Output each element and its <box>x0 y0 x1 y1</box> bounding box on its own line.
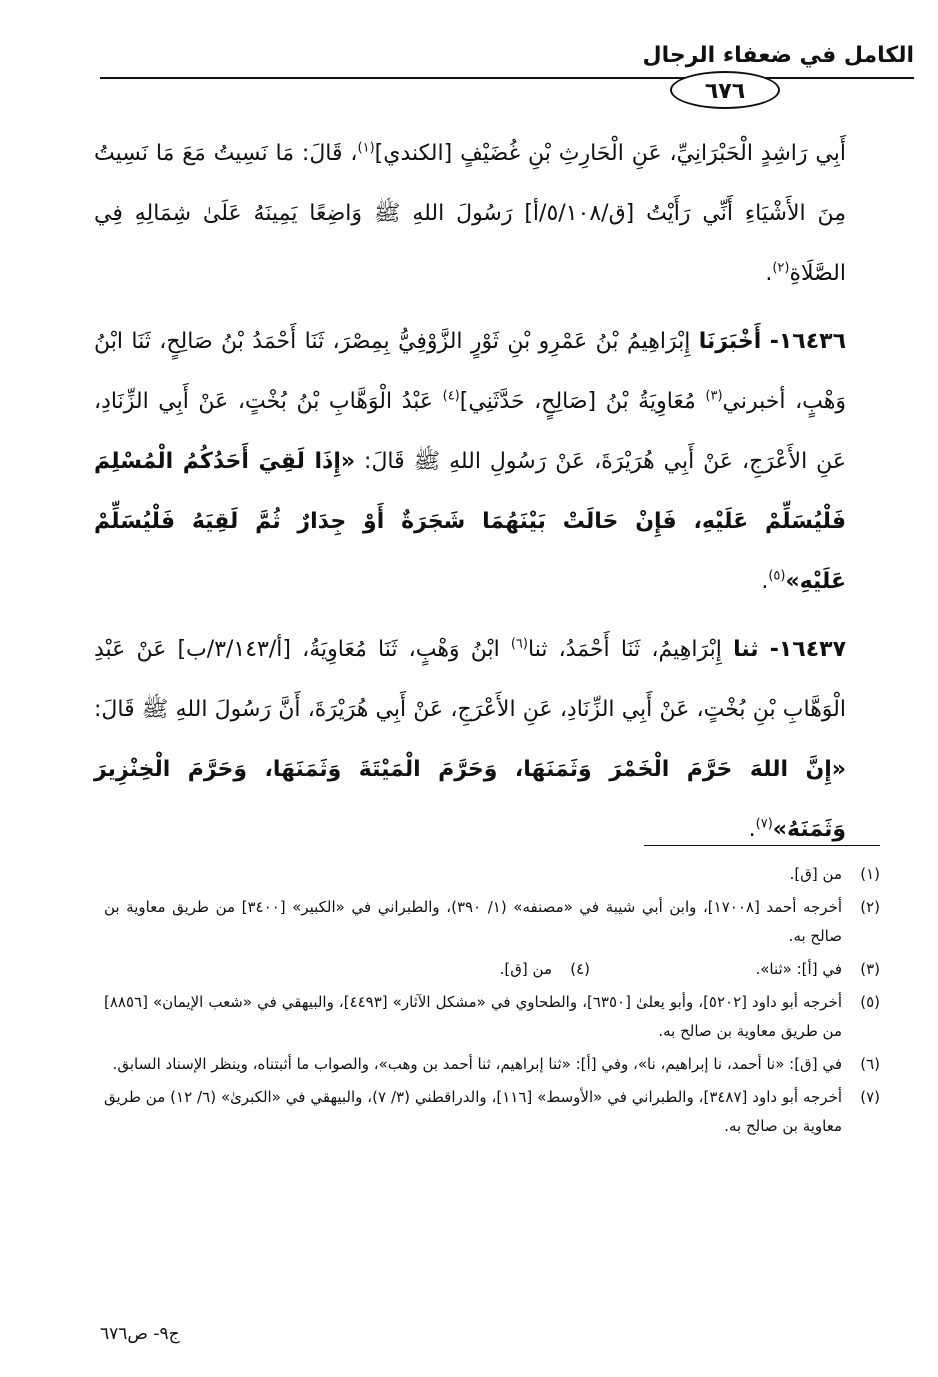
text-segment: . <box>761 569 769 594</box>
footnote-item <box>104 893 880 951</box>
hadith-lead: أَخْبَرَنَا <box>698 329 762 354</box>
footnote-number: (٢) <box>860 898 880 916</box>
text-segment: أَبِي رَاشِدٍ الْحَبْرَانِيِّ، عَنِ الْحَارِثِ بْنِ غُضَيْفٍ [الكندي] <box>374 141 847 166</box>
text-segment: عَبْدُ الْوَهَّابِ بْنُ بُخْتٍ، عَنْ أَبِي الزِّنَادِ، عَنِ الأَعْرَجِ، عَنْ أَبِي هُرَيْرَةَ، عَنْ رَسُولِ اللهِ ﷺ قَالَ: <box>94 389 847 474</box>
text-segment: إِبْرَاهِيمُ بْنُ عَمْرِو بْنِ ثَوْرٍ الزَّوْفِيُّ بِمِصْرَ، ثَنَا أَحْمَدُ بْنُ صَالِحٍ، ثَنَا ابْنُ وَهْبٍ، أخبرني <box>94 329 847 414</box>
volume-page-footer: ج٩- ص٦٧٦ <box>100 1324 180 1344</box>
footnote-ref: (٣) <box>705 388 723 404</box>
footnote-number: (٧) <box>860 1088 880 1106</box>
hadith-16436 <box>94 312 846 612</box>
hadith-number: ١٦٤٣٦- <box>769 329 846 354</box>
paragraph-continuation <box>94 124 846 304</box>
footnote-item <box>104 860 880 889</box>
text-segment: . <box>765 261 773 286</box>
text-segment: . <box>748 817 756 842</box>
header-rule <box>100 77 914 79</box>
footnote-ref: (١) <box>357 140 375 156</box>
hadith-lead: ثنا <box>733 637 759 662</box>
footnote-number: (٦) <box>860 1055 880 1073</box>
hadith-16437 <box>94 620 846 860</box>
hadith-number: ١٦٤٣٧- <box>769 637 847 662</box>
hadith-matn: «إِنَّ اللهَ حَرَّمَ الْخَمْرَ وَثَمَنَهَا، وَحَرَّمَ الْمَيْتَةَ وَثَمَنَهَا، وَحَرَّمَ الْخِنْزِيرَ وَثَمَنَهُ» <box>94 757 846 842</box>
footnote-pair <box>104 955 880 984</box>
main-text <box>94 124 846 868</box>
footnote-text: في [ق]: «نا أحمد، نا إبراهيم، نا»، وفي [أ]: «ثنا إبراهيم، ثنا أحمد بن وهب»، والصواب ما أثبتناه، وينظر الإسناد السابق. <box>112 1055 842 1073</box>
page-number: ٦٧٦ <box>670 71 780 109</box>
footnote-ref: (٥) <box>768 568 786 584</box>
footnotes <box>104 860 880 1145</box>
footnote-ref: (٧) <box>755 816 773 832</box>
page-header <box>100 38 914 104</box>
text-segment: ، قَالَ: مَا نَسِيتُ مَعَ مَا نَسِيتُ مِنَ الأَشْيَاءِ أَنِّي رَأَيْتُ [ق/٥/١٠٨/أ] رَسُولَ اللهِ ﷺ وَاضِعًا يَمِينَهُ عَلَىٰ شِمَالِهِ فِي الصَّلَاةِ <box>94 141 847 286</box>
footnote-item <box>590 955 880 984</box>
footnote-ref: (٢) <box>772 260 790 276</box>
footnote-text: في [أ]: «ثنا». <box>755 960 842 978</box>
hadith-matn: «إِذَا لَقِيَ أَحَدُكُمُ الْمُسْلِمَ فَلْيُسَلِّمْ عَلَيْهِ، فَإِنْ حَالَتْ بَيْنَهُمَا شَجَرَةٌ أَوْ جِدَارٌ ثُمَّ لَقِيَهُ فَلْيُسَلِّمْ عَلَيْهِ» <box>94 449 846 594</box>
footnote-item <box>104 1050 880 1079</box>
text-segment: إِبْرَاهِيمُ، ثَنَا أَحْمَدُ، ثنا <box>527 637 722 662</box>
footnote-text: من [ق]. <box>499 960 552 978</box>
text-segment: ابْنُ وَهْبٍ، ثَنَا مُعَاوِيَةُ، [أ/٣/١٤٣/ب] عَنْ عَبْدِ الْوَهَّابِ بْنِ بُخْتٍ، عَنْ أَبِي الزِّنَادِ، عَنِ الأَعْرَجِ، عَنْ أَبِي هُرَيْرَةَ، أَنَّ رَسُولَ اللهِ ﷺ قَالَ: <box>94 637 846 722</box>
text-segment: مُعَاوِيَةُ بْنُ [صَالِحٍ، حَدَّثَنِي] <box>459 389 696 414</box>
footnote-number: (٣) <box>860 960 880 978</box>
footnote-ref: (٦) <box>510 636 528 652</box>
footnote-divider <box>644 845 880 846</box>
footnote-text: أخرجه أحمد [١٧٠٠٨]، وابن أبي شيبة في «مصنفه» (١/ ٣٩٠)، والطبراني في «الكبير» [٣٤٠٠] من طريق معاوية بن صالح به. <box>104 898 843 945</box>
footnote-text: من [ق]. <box>789 865 842 883</box>
footnote-ref: (٤) <box>442 388 460 404</box>
footnote-item <box>500 955 590 984</box>
book-title: الكامل في ضعفاء الرجال <box>642 43 914 68</box>
footnote-number: (٤) <box>570 960 590 978</box>
footnote-text: أخرجه أبو داود [٥٢٠٢]، وأبو يعلىٰ [٦٣٥٠]، والطحاوي في «مشكل الآثار» [٤٤٩٣]، والبيهقي في «شعب الإيمان» [٨٨٥٦] من طريق معاوية بن صالح به. <box>104 993 842 1040</box>
footnote-text: أخرجه أبو داود [٣٤٨٧]، والطبراني في «الأوسط» [١١٦]، والدراقطني (٣/ ٧)، والبيهقي في «الكبرىٰ» (٦/ ١٢) من طريق معاوية بن صالح به. <box>104 1088 843 1135</box>
footnote-item <box>104 1083 880 1141</box>
footnote-number: (١) <box>860 865 880 883</box>
footnote-item <box>104 988 880 1046</box>
footnote-number: (٥) <box>860 993 880 1011</box>
